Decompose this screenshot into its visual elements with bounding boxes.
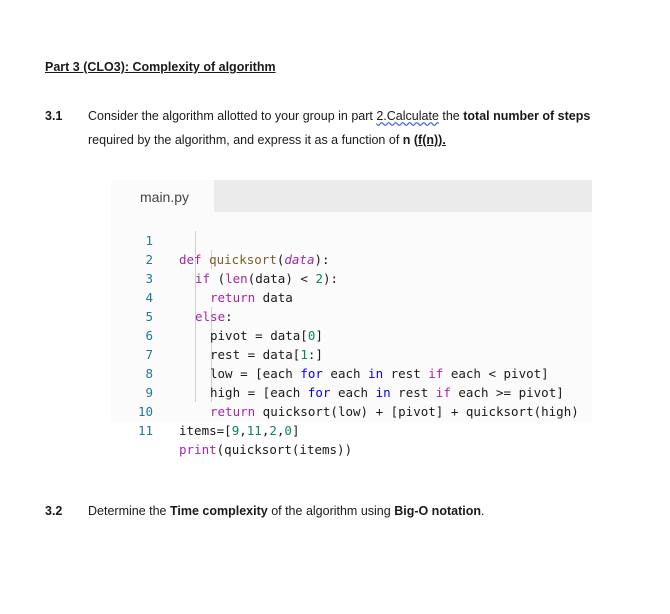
question-number: 3.2 <box>45 504 63 518</box>
question-text: Consider the algorithm allotted to your group in part <box>88 109 377 123</box>
line-number: 2 <box>145 252 153 267</box>
code-text: def quicksort(data): <box>179 252 330 267</box>
line-number: 6 <box>145 328 153 343</box>
code-text: else: <box>195 309 233 324</box>
code-text: rest = data[1:] <box>210 347 323 362</box>
question-text-bold: ( <box>410 133 419 147</box>
line-number: 8 <box>145 366 153 381</box>
code-body <box>111 212 592 457</box>
code-text: print(quicksort(items)) <box>179 442 353 457</box>
line-number: 5 <box>145 309 153 324</box>
code-text: if (len(data) < 2): <box>195 271 339 286</box>
question-text-bold: Time complexity <box>169 504 268 518</box>
code-line <box>111 212 592 267</box>
question-text-line <box>88 504 484 518</box>
line-number: 10 <box>137 404 153 419</box>
question-text: 2.Calculate <box>376 109 439 123</box>
question-number: 3.1 <box>45 109 63 123</box>
code-text: items=[9,11,2,0] <box>179 423 300 438</box>
question-text: the <box>438 109 464 123</box>
line-number: 3 <box>145 271 153 286</box>
question-text-bold: n <box>402 133 411 147</box>
question-text-line <box>88 109 590 123</box>
code-text: high = [each for each in rest if each >= pivot] <box>210 385 564 400</box>
question-text-bold: ). <box>438 133 446 147</box>
code-text: low = [each for each in rest if each < pivot] <box>210 366 549 381</box>
editor-tab-bar <box>111 180 592 212</box>
code-editor <box>111 180 592 457</box>
line-number: 4 <box>145 290 153 305</box>
code-text: pivot = data[0] <box>210 328 323 343</box>
line-number: 7 <box>145 347 153 362</box>
question-text-bold: f(n) <box>418 133 439 147</box>
line-number: 11 <box>137 423 153 438</box>
code-text: return quicksort(low) + [pivot] + quicksort(high) <box>210 404 579 419</box>
question-text: of the algorithm using <box>267 504 395 518</box>
question-text: Determine the <box>88 504 170 518</box>
part-title: Part 3 (CLO3): Complexity of algorithm <box>45 60 276 74</box>
question-text-line <box>88 133 446 147</box>
question-text-bold: Big-O notation <box>394 504 481 518</box>
line-number: 1 <box>145 233 153 248</box>
question-text: . <box>480 504 485 518</box>
file-tab[interactable]: main.py <box>111 180 214 212</box>
question-text-bold: total number of steps <box>463 109 591 123</box>
line-number: 9 <box>145 385 153 400</box>
question-text: required by the algorithm, and express it as a function of <box>88 133 403 147</box>
code-text: return data <box>210 290 293 305</box>
